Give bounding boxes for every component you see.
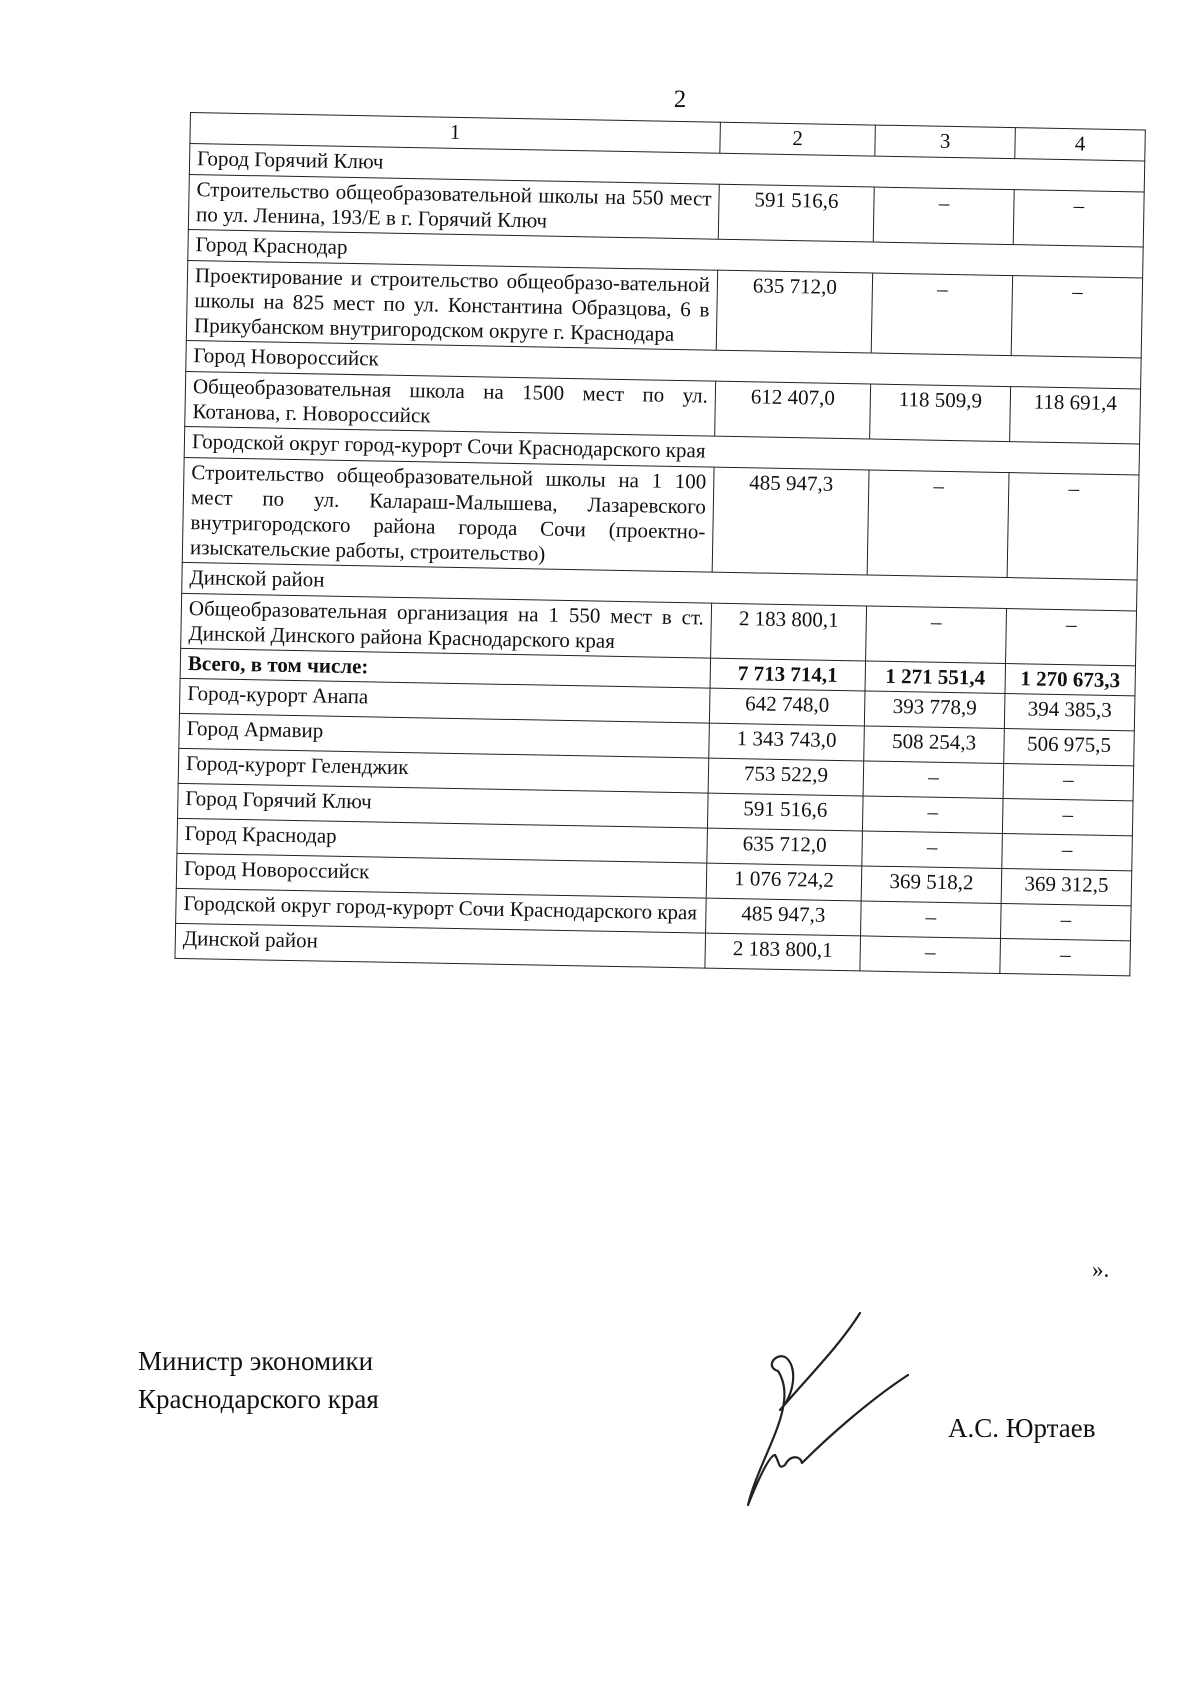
item-row xyxy=(182,457,1139,579)
row-label: Город Горячий Ключ xyxy=(178,783,709,828)
value-col-3: 508 254,3 xyxy=(864,726,1005,764)
header-cell-4: 4 xyxy=(1015,128,1146,161)
value-col-3: – xyxy=(863,761,1004,799)
value-col-4: – xyxy=(1013,190,1144,247)
value-col-4: – xyxy=(1003,764,1134,801)
row-label: Проектирование и строительство общеобразо-вательной школы на 825 мест по ул. Константина Образцова, 6 в Прикубанском внутригородском округе г. Краснодара xyxy=(186,260,717,350)
value-col-2: 485 947,3 xyxy=(712,467,869,575)
value-col-4: 394 385,3 xyxy=(1004,694,1135,731)
row-label: Городской округ город-курорт Сочи Краснодарского края xyxy=(176,888,707,933)
row-label: Город Краснодар xyxy=(177,818,708,863)
value-col-2: 591 516,6 xyxy=(707,793,863,831)
value-col-3: 118 509,9 xyxy=(870,384,1011,442)
value-col-3: – xyxy=(871,273,1012,356)
row-label: Строительство общеобразовательной школы на 1 100 мест по ул. Калараш-Малышева, Лазаревского внутригородского района города Сочи (проектно-изыскательские работы, строительство) xyxy=(182,457,714,572)
row-label: Город-курорт Геленджик xyxy=(178,748,709,793)
value-col-2: 753 522,9 xyxy=(708,758,864,796)
value-col-2: 635 712,0 xyxy=(707,828,863,866)
value-col-2: 1 076 724,2 xyxy=(706,863,862,901)
value-col-4: – xyxy=(1000,903,1131,940)
value-col-3: – xyxy=(867,470,1009,578)
value-col-2: 642 748,0 xyxy=(709,688,865,726)
value-col-3: – xyxy=(861,901,1002,939)
header-cell-1: 1 xyxy=(190,113,720,154)
group-label: Город Горячий Ключ xyxy=(189,144,1144,192)
value-col-2: 2 183 800,1 xyxy=(705,933,861,971)
value-col-4: – xyxy=(1002,799,1133,836)
value-col-4: – xyxy=(1011,276,1142,358)
handwritten-signature-icon xyxy=(740,1305,940,1515)
row-label: Город-курорт Анапа xyxy=(179,678,710,723)
value-col-4: – xyxy=(1006,609,1137,666)
value-col-3: 393 778,9 xyxy=(864,691,1005,729)
row-label: Общеобразовательная школа на 1500 мест по ул. Котанова, г. Новороссийск xyxy=(185,371,716,436)
value-col-3: 1 271 551,4 xyxy=(865,661,1006,694)
minister-title-line-1: Министр экономики xyxy=(138,1346,374,1376)
value-col-4: – xyxy=(1002,834,1133,871)
budget-table-body xyxy=(175,113,1145,976)
group-label: Динской район xyxy=(182,562,1137,610)
row-label: Общеобразовательная организация на 1 550 мест в ст. Динской Динского района Краснодарского края xyxy=(181,593,712,658)
value-col-3: 369 518,2 xyxy=(861,866,1002,904)
value-col-4: 118 691,4 xyxy=(1010,387,1141,444)
group-label: Городской округ город-курорт Сочи Краснодарского края xyxy=(184,426,1139,474)
minister-title xyxy=(138,1342,379,1418)
value-col-4: – xyxy=(1000,938,1131,975)
closing-quote-mark: ». xyxy=(1092,1257,1110,1282)
value-col-4: – xyxy=(1007,473,1139,580)
value-col-2: 7 713 714,1 xyxy=(710,658,866,691)
header-cell-3: 3 xyxy=(875,125,1016,159)
value-col-3: – xyxy=(862,831,1003,869)
value-col-3: – xyxy=(866,606,1007,664)
value-col-2: 635 712,0 xyxy=(716,270,872,353)
signer-name: А.С. Юртаев xyxy=(948,1413,1096,1443)
value-col-3: – xyxy=(862,796,1003,834)
value-col-4: 1 270 673,3 xyxy=(1005,664,1136,696)
row-label: Строительство общеобразовательной школы на 550 мест по ул. Ленина, 193/Е в г. Горячий Ключ xyxy=(188,174,719,239)
page-number: 2 xyxy=(673,86,687,113)
minister-title-line-2: Краснодарского края xyxy=(138,1384,379,1414)
scanned-table-container xyxy=(174,112,1144,976)
value-col-2: 612 407,0 xyxy=(715,381,871,439)
value-col-2: 2 183 800,1 xyxy=(711,603,867,661)
row-label: Динской район xyxy=(175,923,706,968)
row-label: Город Армавир xyxy=(179,713,710,758)
value-col-3: – xyxy=(860,936,1001,974)
header-cell-2: 2 xyxy=(720,122,876,156)
value-col-3: – xyxy=(873,187,1014,245)
value-col-2: 591 516,6 xyxy=(718,184,874,242)
value-col-2: 485 947,3 xyxy=(706,898,862,936)
budget-table xyxy=(174,112,1145,976)
group-label: Город Новороссийск xyxy=(186,340,1141,388)
value-col-2: 1 343 743,0 xyxy=(709,723,865,761)
value-col-4: 506 975,5 xyxy=(1004,729,1135,766)
row-label: Город Новороссийск xyxy=(176,853,707,898)
group-label: Город Краснодар xyxy=(188,229,1143,277)
value-col-4: 369 312,5 xyxy=(1001,869,1132,906)
row-label: Всего, в том числе: xyxy=(180,648,710,688)
